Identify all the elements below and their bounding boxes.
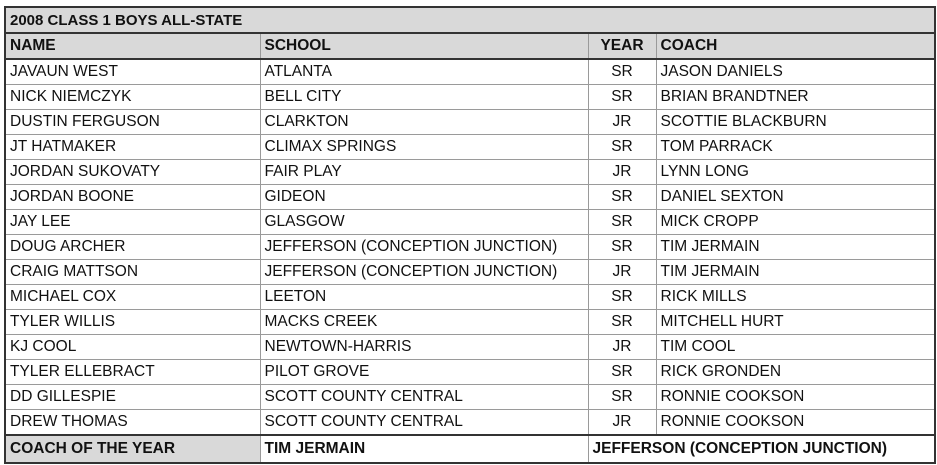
cell-coach: RICK GRONDEN xyxy=(656,360,935,385)
table-row xyxy=(5,360,935,385)
cell-coach: DANIEL SEXTON xyxy=(656,185,935,210)
cell-year: SR xyxy=(588,235,656,260)
table-row xyxy=(5,185,935,210)
header-name: NAME xyxy=(5,33,260,59)
table-row xyxy=(5,110,935,135)
header-coach: COACH xyxy=(656,33,935,59)
table-row xyxy=(5,235,935,260)
header-school: SCHOOL xyxy=(260,33,588,59)
cell-name: DD GILLESPIE xyxy=(5,385,260,410)
title-row xyxy=(5,7,935,33)
cell-coach: TIM JERMAIN xyxy=(656,260,935,285)
cell-school: BELL CITY xyxy=(260,85,588,110)
cell-name: DREW THOMAS xyxy=(5,410,260,436)
cell-year: JR xyxy=(588,160,656,185)
cell-year: SR xyxy=(588,135,656,160)
cell-year: SR xyxy=(588,185,656,210)
cell-year: JR xyxy=(588,110,656,135)
cell-year: SR xyxy=(588,210,656,235)
cell-year: JR xyxy=(588,335,656,360)
header-row xyxy=(5,33,935,59)
cell-year: JR xyxy=(588,260,656,285)
cell-name: MICHAEL COX xyxy=(5,285,260,310)
table-row xyxy=(5,310,935,335)
cell-school: GLASGOW xyxy=(260,210,588,235)
cell-name: JT HATMAKER xyxy=(5,135,260,160)
cell-name: JORDAN BOONE xyxy=(5,185,260,210)
cell-coach: MITCHELL HURT xyxy=(656,310,935,335)
cell-year: SR xyxy=(588,285,656,310)
cell-name: TYLER ELLEBRACT xyxy=(5,360,260,385)
cell-school: SCOTT COUNTY CENTRAL xyxy=(260,410,588,436)
cell-year: SR xyxy=(588,385,656,410)
cell-coach: RONNIE COOKSON xyxy=(656,410,935,436)
cell-name: DUSTIN FERGUSON xyxy=(5,110,260,135)
header-year: YEAR xyxy=(588,33,656,59)
cell-coach: SCOTTIE BLACKBURN xyxy=(656,110,935,135)
cell-year: SR xyxy=(588,85,656,110)
cell-year: SR xyxy=(588,310,656,335)
table-row xyxy=(5,135,935,160)
cell-coach: TOM PARRACK xyxy=(656,135,935,160)
table-row xyxy=(5,260,935,285)
cell-name: CRAIG MATTSON xyxy=(5,260,260,285)
cell-coach: BRIAN BRANDTNER xyxy=(656,85,935,110)
cell-coach: LYNN LONG xyxy=(656,160,935,185)
cell-name: NICK NIEMCZYK xyxy=(5,85,260,110)
cell-coach: TIM COOL xyxy=(656,335,935,360)
cell-name: DOUG ARCHER xyxy=(5,235,260,260)
cell-school: JEFFERSON (CONCEPTION JUNCTION) xyxy=(260,235,588,260)
table-row xyxy=(5,410,935,436)
all-state-sheet xyxy=(4,6,934,464)
cell-name: TYLER WILLIS xyxy=(5,310,260,335)
cell-year: SR xyxy=(588,59,656,85)
coach-of-year-name: TIM JERMAIN xyxy=(260,435,588,463)
table-row xyxy=(5,385,935,410)
cell-school: MACKS CREEK xyxy=(260,310,588,335)
cell-school: CLIMAX SPRINGS xyxy=(260,135,588,160)
all-state-table xyxy=(4,6,936,464)
table-row xyxy=(5,210,935,235)
coach-of-year-row xyxy=(5,435,935,463)
table-row xyxy=(5,285,935,310)
cell-school: PILOT GROVE xyxy=(260,360,588,385)
cell-year: JR xyxy=(588,410,656,436)
cell-coach: TIM JERMAIN xyxy=(656,235,935,260)
cell-school: JEFFERSON (CONCEPTION JUNCTION) xyxy=(260,260,588,285)
cell-school: NEWTOWN-HARRIS xyxy=(260,335,588,360)
cell-school: CLARKTON xyxy=(260,110,588,135)
table-row xyxy=(5,335,935,360)
cell-school: SCOTT COUNTY CENTRAL xyxy=(260,385,588,410)
table-row xyxy=(5,59,935,85)
cell-school: ATLANTA xyxy=(260,59,588,85)
cell-school: GIDEON xyxy=(260,185,588,210)
table-row xyxy=(5,85,935,110)
cell-coach: RONNIE COOKSON xyxy=(656,385,935,410)
cell-name: KJ COOL xyxy=(5,335,260,360)
cell-coach: JASON DANIELS xyxy=(656,59,935,85)
cell-name: JAY LEE xyxy=(5,210,260,235)
cell-coach: MICK CROPP xyxy=(656,210,935,235)
cell-coach: RICK MILLS xyxy=(656,285,935,310)
coach-of-year-school: JEFFERSON (CONCEPTION JUNCTION) xyxy=(588,435,935,463)
table-row xyxy=(5,160,935,185)
cell-school: FAIR PLAY xyxy=(260,160,588,185)
cell-year: SR xyxy=(588,360,656,385)
coach-of-year-label: COACH OF THE YEAR xyxy=(5,435,260,463)
table-title: 2008 CLASS 1 BOYS ALL-STATE xyxy=(5,7,935,33)
cell-name: JORDAN SUKOVATY xyxy=(5,160,260,185)
cell-name: JAVAUN WEST xyxy=(5,59,260,85)
cell-school: LEETON xyxy=(260,285,588,310)
